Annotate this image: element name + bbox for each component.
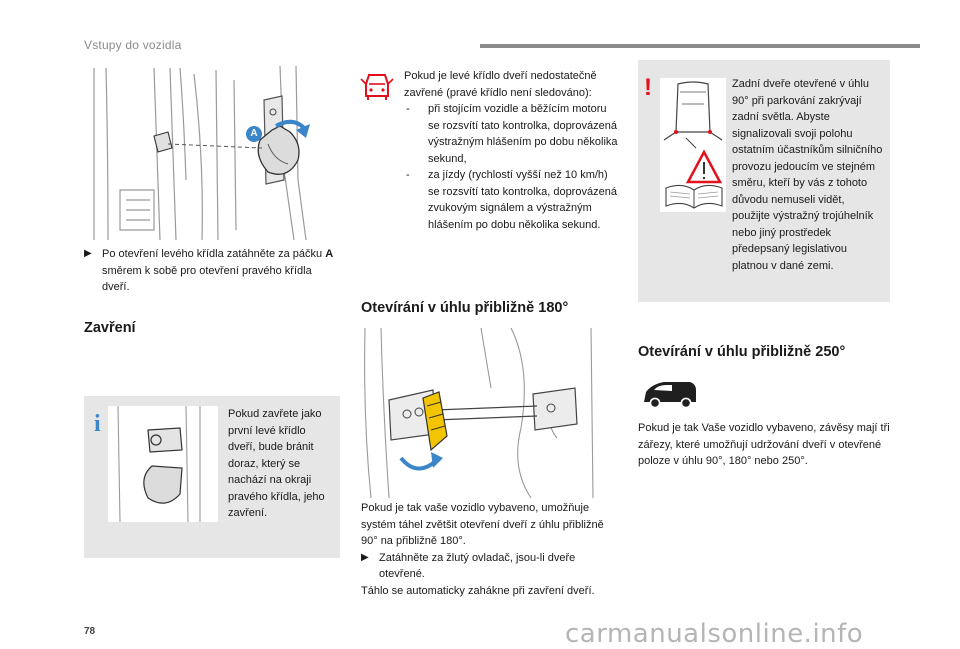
door-stop-illustration bbox=[108, 406, 218, 522]
warning-box bbox=[638, 60, 890, 302]
bullet-marker-icon: ▶ bbox=[84, 248, 92, 259]
opening-180-para: Pokud je tak vaše vozidlo vybaveno, umožňuje systém táhel zvětšit otevření dveří z úhlu přibližně 90° na přibližně 180°. bbox=[361, 502, 604, 547]
door-stop-drawing bbox=[108, 406, 218, 522]
van-silhouette-icon bbox=[642, 378, 698, 412]
van-equipment-icon bbox=[642, 378, 698, 412]
door-warning-lamp-icon bbox=[360, 68, 394, 104]
warning-door-not-closed bbox=[404, 68, 618, 233]
opening-180-description bbox=[361, 500, 619, 599]
heading-close: Zavření bbox=[84, 320, 136, 336]
info-box-text: Pokud zavřete jako první levé křídlo dveří, bude bránit doraz, který se nachází na okraji pravého křídla, jeho zavření. bbox=[228, 408, 325, 519]
warning-item-driving: - za jízdy (rychlostí vyšší než 10 km/h) se rozsvítí tato kontrolka, doprovázená zvukovým signálem a výstražným hlášením po dobu několika sekund. bbox=[406, 169, 617, 231]
heading-opening-180: Otevírání v úhlu přibližně 180° bbox=[361, 300, 569, 316]
heading-opening-250: Otevírání v úhlu přibližně 250° bbox=[638, 344, 846, 360]
info-box bbox=[84, 396, 340, 558]
instruction-pull-yellow: ▶ Zatáhněte za žlutý ovladač, jsou-li dveře otevřené. bbox=[361, 551, 576, 580]
watermark: carmanualsonline.info bbox=[565, 619, 864, 649]
door-lever-illustration bbox=[84, 60, 340, 240]
warning-intro: Pokud je levé křídlo dveří nedostatečně zavřené (pravé křídlo není sledováno): bbox=[404, 70, 597, 99]
instruction-pull-lever: ▶ Po otevření levého křídla zatáhněte za páčku A směrem k sobě pro otevření pravého křídla dveří. bbox=[84, 248, 334, 293]
door-strap-drawing bbox=[361, 328, 605, 498]
parked-van-drawing bbox=[660, 78, 726, 212]
opening-180-para-b: Táhlo se automaticky zahákne při zavření dveří. bbox=[361, 584, 595, 597]
warning-box-text: Zadní dveře otevřené v úhlu 90° při parkování zakrývají zadní světla. Abyste signalizovali svoji polohu ostatním účastníkům silničního provozu jedoucím ve stejném směru, kteří by vás z tohoto důvodu nemuseli vidět, použijte výstražný trojúhelník nebo jiný prostředek předepsaný legislativou platnou v dané zemi. bbox=[732, 78, 883, 272]
info-icon: i bbox=[94, 411, 101, 437]
door-strap-illustration bbox=[361, 328, 605, 498]
warning-item-stationary: - při stojícím vozidle a běžícím motoru se rozsvítí tato kontrolka, doprovázená výstražným hlášením po dobu několika sekund, bbox=[406, 103, 618, 165]
parked-van-illustration bbox=[660, 78, 726, 212]
opening-250-description: Pokud je tak Vaše vozidlo vybaveno, závěsy mají tři zářezy, které umožňují udržování dveří v otevřené poloze v úhlu 90°, 180° nebo 250°. bbox=[638, 422, 890, 467]
warning-exclamation-icon: ! bbox=[644, 74, 652, 101]
callout-label-a: A bbox=[246, 126, 262, 142]
car-door-open-icon bbox=[360, 68, 394, 104]
section-title: Vstupy do vozidla bbox=[84, 38, 182, 52]
header-rule bbox=[480, 44, 920, 48]
door-lever-drawing bbox=[84, 60, 340, 240]
page-number: 78 bbox=[84, 626, 96, 637]
bullet-marker-icon: ▶ bbox=[361, 551, 369, 563]
